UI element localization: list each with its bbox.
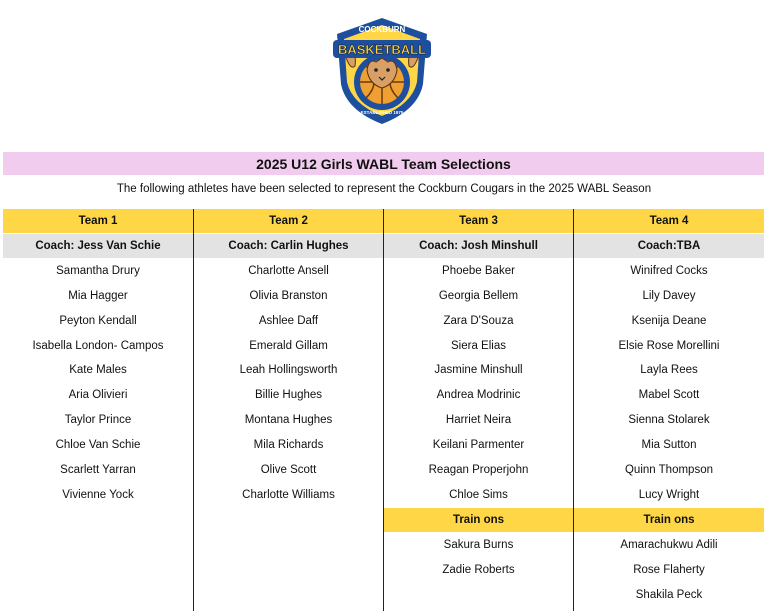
- logo-main-text: BASKETBALL: [337, 42, 427, 57]
- player-name: Siera Elias: [451, 339, 506, 352]
- page-title: 2025 U12 Girls WABL Team Selections: [256, 155, 511, 172]
- player-name: Mabel Scott: [638, 389, 700, 402]
- player-name: Kate Males: [69, 364, 127, 377]
- team-header: Team 4: [574, 209, 764, 233]
- player-name: Andrea Modrinic: [436, 389, 521, 402]
- team-selection-table: [3, 209, 764, 611]
- team-column: [574, 209, 764, 611]
- player-name: Mia Hagger: [68, 289, 128, 302]
- player-name: Aria Olivieri: [68, 389, 128, 402]
- player-name: Peyton Kendall: [59, 314, 137, 327]
- player-name: Georgia Bellem: [438, 289, 519, 302]
- player-name: Taylor Prince: [64, 414, 132, 427]
- page-subtitle: The following athletes have been selected to represent the Cockburn Cougars in the 2025 WABL Season: [116, 183, 652, 195]
- player-name: Lucy Wright: [638, 488, 700, 501]
- train-on-name: Zadie Roberts: [442, 563, 515, 576]
- player-name: Harriet Neira: [445, 414, 512, 427]
- player-name: Scarlett Yarran: [60, 464, 136, 476]
- player-name: Ksenija Deane: [631, 314, 707, 327]
- page-title-band: [3, 152, 764, 175]
- player-name: Sienna Stolarek: [628, 414, 710, 427]
- player-name: Reagan Properjohn: [428, 464, 529, 476]
- player-name: Jasmine Minshull: [434, 364, 523, 377]
- train-on-name: Sakura Burns: [443, 538, 514, 551]
- train-ons-header: Train ons: [574, 508, 764, 532]
- team-header: Team 1: [3, 209, 193, 233]
- player-name: Keilani Parmenter: [432, 439, 525, 452]
- team-header: Team 3: [384, 209, 573, 233]
- player-name: Lily Davey: [642, 289, 696, 302]
- player-name: Mila Richards: [253, 439, 324, 452]
- player-name: Ashlee Daff: [258, 314, 319, 327]
- player-name: Emerald Gillam: [249, 339, 328, 352]
- player-name: Mia Sutton: [641, 439, 697, 452]
- train-on-name: Shakila Peck: [635, 588, 703, 601]
- coach-header: Coach:TBA: [574, 234, 764, 258]
- player-name: Charlotte Williams: [242, 488, 335, 501]
- player-name: Montana Hughes: [244, 414, 333, 427]
- player-name: Leah Hollingsworth: [239, 364, 338, 377]
- player-name: Chloe Sims: [449, 488, 508, 501]
- player-name: Samantha Drury: [56, 264, 140, 277]
- coach-header: Coach: Jess Van Schie: [3, 234, 193, 258]
- team-column: [194, 209, 384, 611]
- team-column: [384, 209, 574, 611]
- player-name: Olivia Branston: [249, 289, 328, 302]
- player-name: Quinn Thompson: [624, 464, 713, 476]
- train-on-name: Rose Flaherty: [633, 563, 705, 576]
- player-name: Vivienne Yock: [62, 488, 134, 501]
- player-name: Zara D'Souza: [443, 314, 514, 327]
- player-name: Isabella London- Campos: [32, 339, 164, 352]
- player-name: Charlotte Ansell: [248, 264, 329, 277]
- player-name: Billie Hughes: [254, 389, 323, 402]
- player-name: Winifred Cocks: [630, 264, 708, 277]
- player-name: Chloe Van Schie: [55, 439, 141, 452]
- player-name: Elsie Rose Morellini: [618, 339, 720, 352]
- player-name: Layla Rees: [640, 364, 698, 377]
- player-name: Olive Scott: [260, 464, 317, 476]
- coach-header: Coach: Carlin Hughes: [194, 234, 383, 258]
- train-ons-header: Train ons: [384, 508, 573, 532]
- logo-top-text: COCKBURN: [358, 25, 406, 34]
- coach-header: Coach: Josh Minshull: [384, 234, 573, 258]
- player-name: Phoebe Baker: [442, 264, 515, 277]
- team-column: [3, 209, 194, 611]
- train-on-name: Amarachukwu Adili: [620, 538, 718, 551]
- team-header: Team 2: [194, 209, 383, 233]
- logo-ring-text: ESTABLISHED 1975: [360, 110, 404, 115]
- club-logo: [323, 14, 441, 128]
